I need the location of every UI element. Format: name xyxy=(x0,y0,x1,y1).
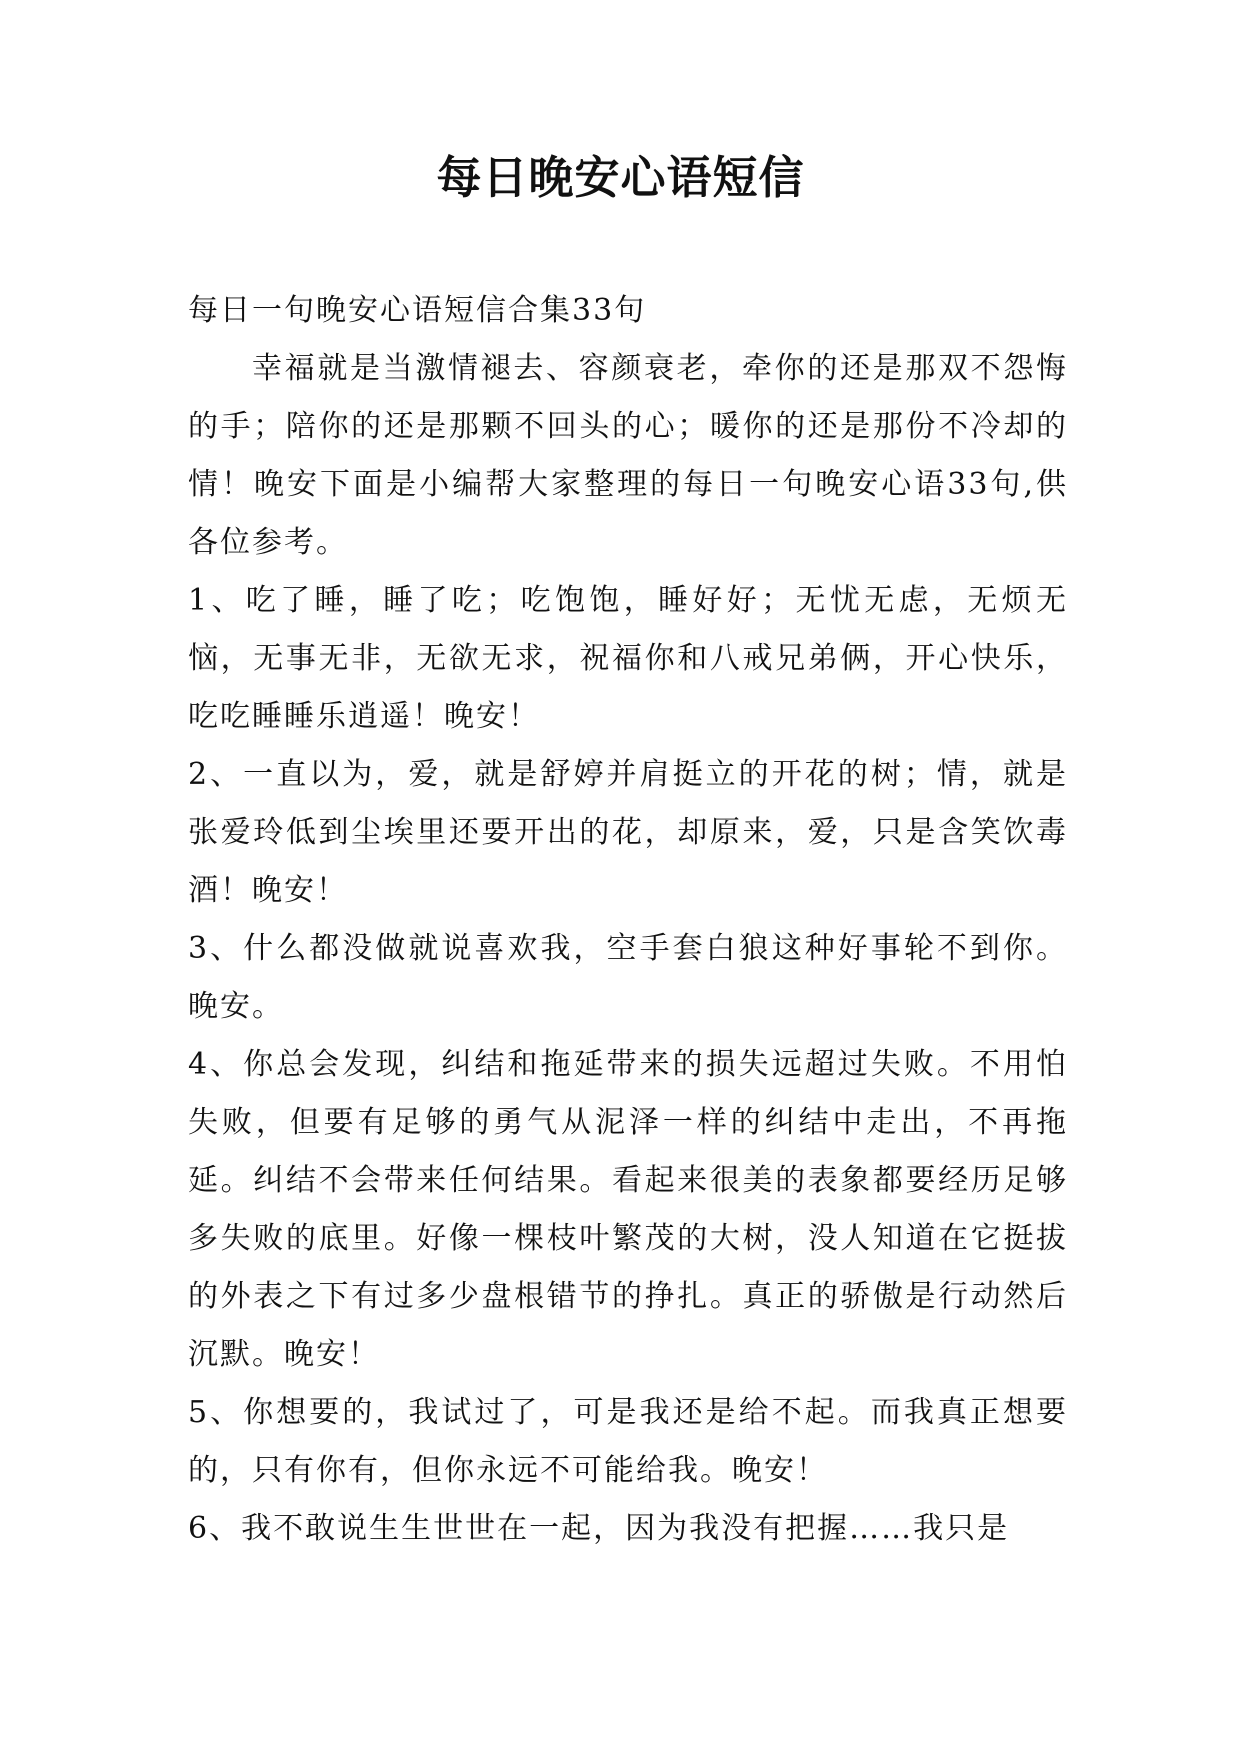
list-item-6: 6、我不敢说生生世世在一起，因为我没有把握……我只是 xyxy=(188,1511,1010,1546)
document-body xyxy=(188,282,1068,1558)
list-item-2: 2、一直以为，爱，就是舒婷并肩挺立的开花的树；情，就是张爱玲低到尘埃里还要开出的花，却原来，爱，只是含笑饮毒酒！晚安！ xyxy=(188,757,1068,908)
list-item-3: 3、什么都没做就说喜欢我，空手套白狼这种好事轮不到你。晚安。 xyxy=(188,931,1068,1024)
intro-paragraph: 幸福就是当激情褪去、容颜衰老，牵你的还是那双不怨悔的手；陪你的还是那颗不回头的心；暖你的还是那份不冷却的情！晚安下面是小编帮大家整理的每日一句晚安心语33句,供各位参考。 xyxy=(188,351,1068,560)
list-item-4: 4、你总会发现，纠结和拖延带来的损失远超过失败。不用怕失败，但要有足够的勇气从泥泽一样的纠结中走出，不再拖延。纠结不会带来任何结果。看起来很美的表象都要经历足够多失败的底里。好像一棵枝叶繁茂的大树，没人知道在它挺拔的外表之下有过多少盘根错节的挣扎。真正的骄傲是行动然后沉默。晚安！ xyxy=(188,1047,1068,1372)
document-subtitle: 每日一句晚安心语短信合集33句 xyxy=(188,293,647,328)
list-item-5: 5、你想要的，我试过了，可是我还是给不起。而我真正想要的，只有你有，但你永远不可能给我。晚安！ xyxy=(188,1395,1068,1488)
document-title: 每日晚安心语短信 xyxy=(436,151,805,204)
list-item-1: 1、吃了睡，睡了吃；吃饱饱，睡好好；无忧无虑，无烦无恼，无事无非，无欲无求，祝福你和八戒兄弟俩，开心快乐，吃吃睡睡乐逍遥！晚安！ xyxy=(188,583,1068,734)
